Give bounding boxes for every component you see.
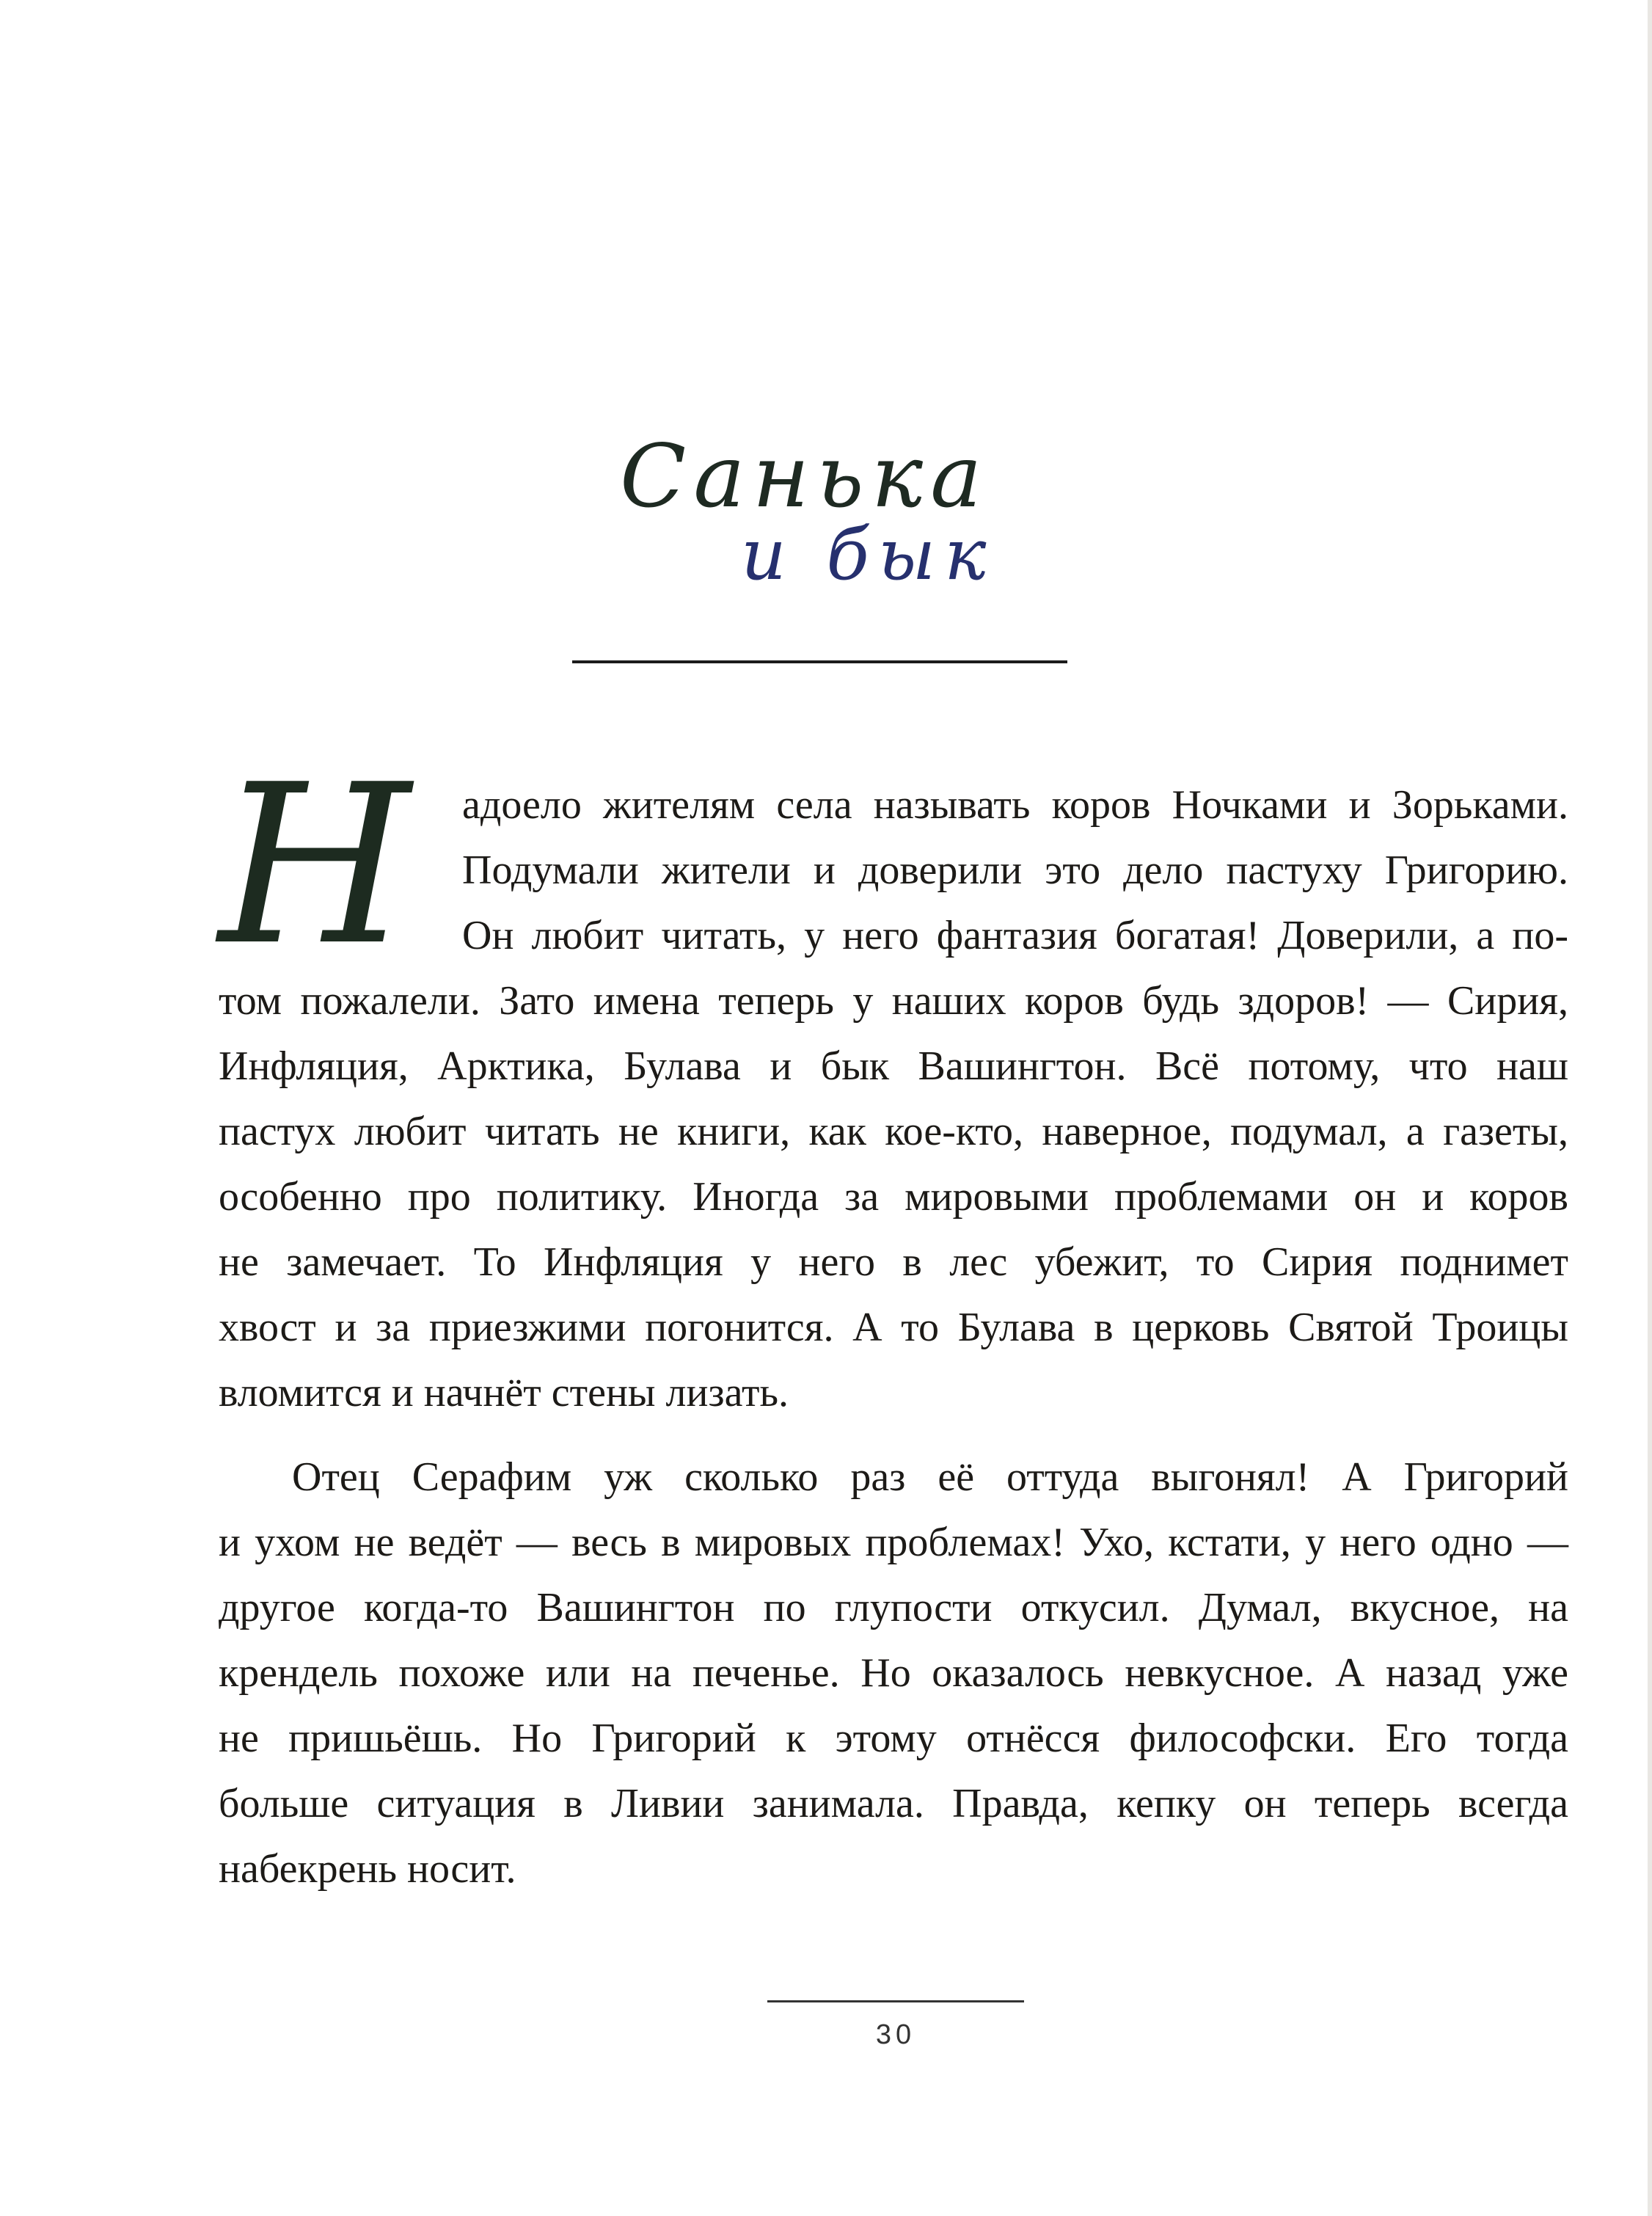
text-line: не пришьёшь. Но Григорий к этому отнёсся философски. Его тогда — [219, 1716, 1568, 1761]
text-line: Отец Серафим уж сколько раз её оттуда выгонял! А Григорий — [292, 1454, 1568, 1500]
title-divider — [572, 660, 1067, 663]
body-text — [219, 773, 1568, 1902]
text-line: пастух любит читать не книги, как кое-кто, наверное, подумал, а газеты, — [219, 1109, 1568, 1154]
text-line: Он любит читать, у него фантазия богатая! Доверили, а по- — [462, 913, 1568, 958]
text-line: набекрень носит. — [219, 1846, 516, 1892]
footer-divider — [767, 2000, 1024, 2002]
text-line: Подумали жители и доверили это дело пастуху Григорию. — [462, 848, 1568, 893]
text-line: вломится и начнёт стены лизать. — [219, 1370, 789, 1415]
text-line: не замечает. То Инфляция у него в лес убежит, то Сирия поднимет — [219, 1239, 1568, 1285]
paragraph-2 — [219, 1445, 1568, 1902]
page-number: 30 — [875, 2019, 916, 2050]
page-edge — [1648, 0, 1652, 2216]
text-line: больше ситуация в Ливии занимала. Правда, кепку он теперь всегда — [219, 1781, 1568, 1826]
text-line: хвост и за приезжими погонится. А то Булава в церковь Святой Троицы — [219, 1305, 1568, 1350]
drop-cap: Н — [219, 737, 411, 994]
paragraph-1 — [219, 773, 1568, 1426]
chapter-title-line-1: Санька — [620, 426, 990, 527]
paragraph-gap — [219, 1426, 1568, 1445]
text-line: Инфляция, Арктика, Булава и бык Вашингтон. Всё потому, что наш — [219, 1043, 1568, 1089]
chapter-title-line-2: и бык — [741, 514, 995, 596]
text-line: особенно про политику. Иногда за мировыми проблемами он и коров — [219, 1174, 1568, 1220]
text-line: крендель похоже или на печенье. Но оказалось невкусное. А назад уже — [219, 1650, 1568, 1696]
text-line: том пожалели. Зато имена теперь у наших коров будь здоров! — Сирия, — [219, 978, 1568, 1024]
text-line: адоело жителям села называть коров Ночками и Зорьками. — [462, 782, 1568, 828]
text-line: и ухом не ведёт — весь в мировых проблемах! Ухо, кстати, у него одно — — [219, 1520, 1568, 1565]
text-line: другое когда-то Вашингтон по глупости откусил. Думал, вкусное, на — [219, 1585, 1568, 1630]
chapter-title — [0, 411, 1652, 602]
